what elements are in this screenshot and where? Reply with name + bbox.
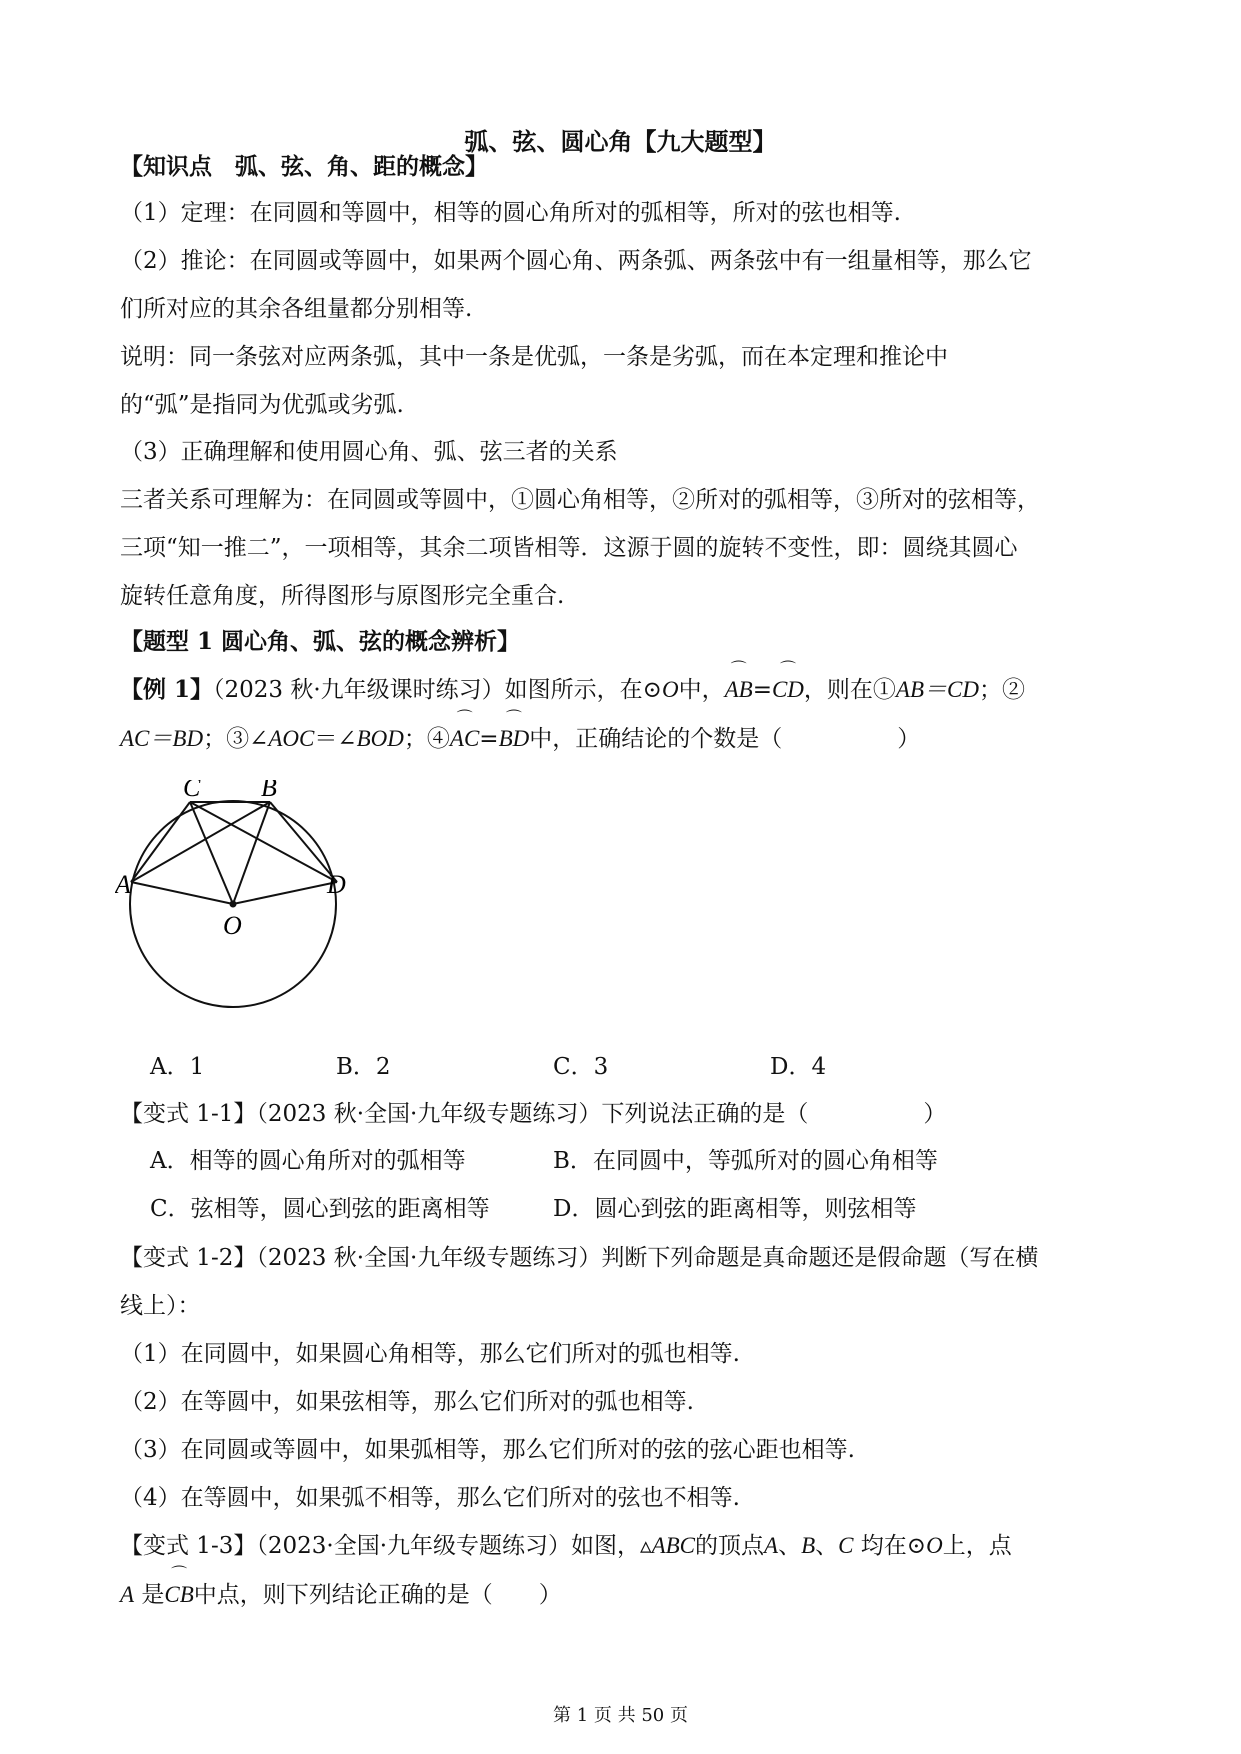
knowledge-note: 说明：同一条弦对应两条弧，其中一条是优弧，一条是劣弧，而在本定理和推论中 — [120, 344, 948, 370]
variant-1-2-question-cont: 线上）： — [120, 1293, 201, 1319]
knowledge-relation: （3）正确理解和使用圆心角、弧、弦三者的关系 — [120, 439, 618, 465]
knowledge-note-cont: 的“弧”是指同为优弧或劣弧. — [120, 392, 404, 418]
example1-option-d: D．4 — [770, 1054, 827, 1080]
variant-1-2-item: （1）在同圆中，如果圆心角相等，那么它们所对的弧也相等. — [120, 1341, 740, 1367]
label-d: D — [327, 870, 346, 899]
arc-cb: ⌒ CB — [164, 1580, 193, 1610]
variant-1-2-item: （4）在等圆中，如果弧不相等，那么它们所对的弦也不相等. — [120, 1485, 740, 1511]
type1-heading: 【题型 1 圆心角、弧、弦的概念辨析】 — [120, 628, 521, 655]
example1-question: 【例 1】（2023 秋·九年级课时练习）如图所示，在⊙O中，⌒ AB=⌒ CD，则在①AB＝CD；② — [120, 675, 1025, 705]
label-c: C — [183, 780, 201, 802]
variant-1-2-item: （3）在同圆或等圆中，如果弧相等，那么它们所对的弦的弦心距也相等. — [120, 1437, 855, 1463]
center-point — [230, 901, 237, 908]
knowledge-relation-text-3: 旋转任意角度，所得图形与原图形完全重合. — [120, 583, 565, 609]
knowledge-corollary-cont: 们所对应的其余各组量都分别相等. — [120, 296, 473, 322]
circle-figure — [115, 780, 355, 1020]
arc-ab: ⌒ AB — [725, 675, 753, 705]
knowledge-heading: 【知识点 弧、弦、角、距的概念】 — [120, 153, 488, 180]
label-b: B — [261, 780, 277, 802]
variant-1-2-item: （2）在等圆中，如果弦相等，那么它们所对的弧也相等. — [120, 1389, 694, 1415]
variant-1-2-question: 【变式 1-2】（2023 秋·全国·九年级专题练习）判断下列命题是真命题还是假命题（写在横 — [120, 1245, 1039, 1271]
knowledge-theorem: （1）定理：在同圆和等圆中，相等的圆心角所对的弧相等，所对的弦也相等. — [120, 200, 901, 226]
example1-option-b: B．2 — [336, 1054, 391, 1080]
example-tag: 【例 1】 — [120, 676, 214, 703]
label-a: A — [115, 870, 131, 899]
label-o: O — [223, 911, 242, 940]
page-footer: 第 1 页 共 50 页 — [553, 1705, 688, 1726]
circle-symbol: ⊙ — [642, 677, 662, 703]
knowledge-relation-text-2: 三项“知一推二”，一项相等，其余二项皆相等．这源于圆的旋转不变性，即：圆绕其圆心 — [120, 535, 1018, 561]
variant-1-1-option-a: A．相等的圆心角所对的弧相等 — [150, 1148, 466, 1174]
variant-1-3-question: 【变式 1-3】（2023·全国·九年级专题练习）如图，▵ABC的顶点A、B、C 均在⊙O上，点 — [120, 1533, 1012, 1559]
example1-option-c: C．3 — [553, 1054, 609, 1080]
knowledge-corollary: （2）推论：在同圆或等圆中，如果两个圆心角、两条弧、两条弦中有一组量相等，那么它 — [120, 248, 1032, 274]
circle-symbol: ⊙ — [906, 1533, 927, 1559]
triangle-symbol: ▵ — [640, 1533, 652, 1559]
variant-1-1-option-b: B．在同圆中，等弧所对的圆心角相等 — [553, 1148, 938, 1174]
page-title: 弧、弦、圆心角【九大题型】 — [464, 127, 777, 156]
arc-cd: ⌒ CD — [772, 675, 804, 705]
arc-ac: ⌒ AC — [450, 724, 479, 754]
variant-1-1-question: 【变式 1-1】（2023 秋·全国·九年级专题练习）下列说法正确的是（ ） — [120, 1101, 947, 1127]
variant-1-3-question-cont: A 是⌒ CB中点，则下列结论正确的是（ ） — [120, 1580, 562, 1610]
example1-question-cont: AC＝BD；③∠AOC＝∠BOD；④⌒ AC=⌒ BD中，正确结论的个数是（ ） — [120, 724, 920, 754]
example1-option-a: A．1 — [150, 1054, 205, 1080]
variant-1-1-option-d: D．圆心到弦的距离相等，则弦相等 — [553, 1196, 917, 1222]
arc-bd: ⌒ BD — [499, 724, 530, 754]
knowledge-relation-text: 三者关系可理解为：在同圆或等圆中，①圆心角相等，②所对的弧相等，③所对的弦相等， — [120, 487, 1040, 513]
variant-1-1-option-c: C．弦相等，圆心到弦的距离相等 — [150, 1196, 490, 1222]
